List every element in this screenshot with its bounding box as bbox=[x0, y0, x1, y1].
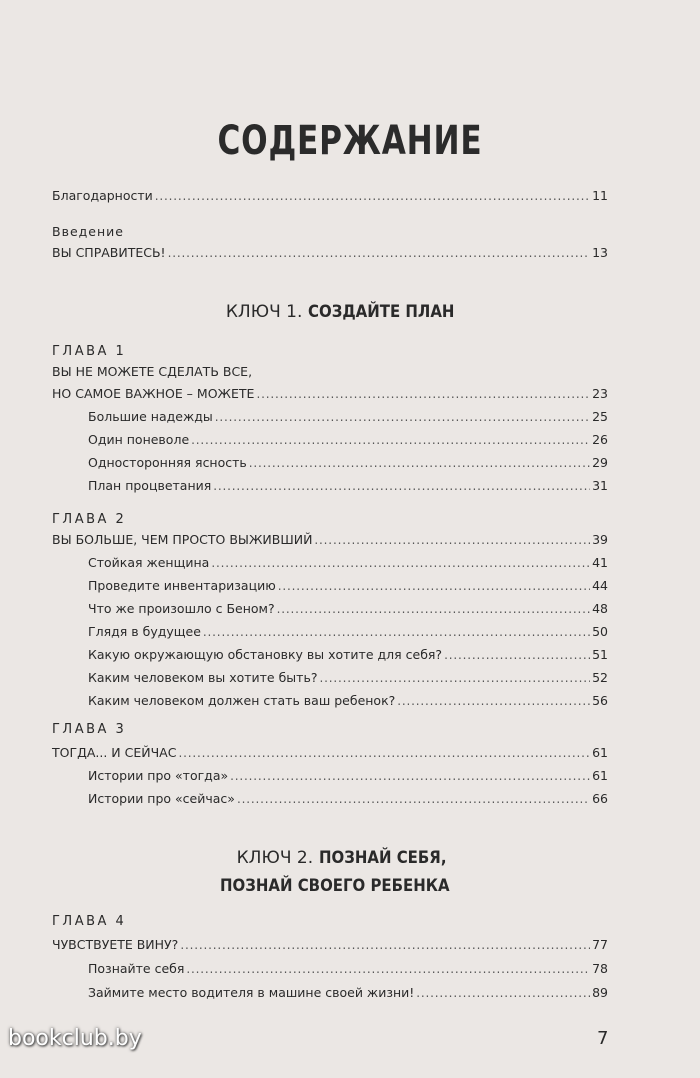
toc-entry-page: 44 bbox=[592, 578, 608, 593]
dot-leader bbox=[230, 768, 590, 784]
dot-leader bbox=[237, 791, 590, 807]
toc-entry-page: 52 bbox=[592, 670, 608, 685]
toc-entry-label: ВЫ БОЛЬШЕ, ЧЕМ ПРОСТО ВЫЖИВШИЙ bbox=[52, 532, 313, 547]
toc-subentry[interactable] bbox=[88, 478, 608, 494]
toc-entry-page: 25 bbox=[592, 409, 608, 424]
toc-entry-label: НО САМОЕ ВАЖНОЕ – МОЖЕТЕ bbox=[52, 386, 255, 401]
chapter-2-label: ГЛАВА 2 bbox=[52, 512, 127, 527]
toc-entry-chapter-3[interactable] bbox=[52, 745, 608, 761]
toc-entry-label: Односторонняя ясность bbox=[88, 455, 247, 470]
toc-subentry[interactable] bbox=[88, 455, 608, 471]
toc-entry-label: ЧУВСТВУЕТЕ ВИНУ? bbox=[52, 937, 179, 952]
toc-entry-page: 89 bbox=[592, 985, 608, 1000]
toc-entry-label: Что же произошло с Беном? bbox=[88, 601, 275, 616]
toc-subentry[interactable] bbox=[88, 985, 608, 1001]
toc-entry-page: 66 bbox=[592, 791, 608, 806]
toc-entry-page: 23 bbox=[592, 386, 608, 401]
dot-leader bbox=[186, 961, 590, 977]
key2-heading-line2 bbox=[0, 876, 700, 896]
toc-entry-page: 61 bbox=[592, 745, 608, 760]
dot-leader bbox=[444, 647, 590, 663]
key2-heading bbox=[0, 848, 700, 868]
toc-entry-label: Познайте себя bbox=[88, 961, 185, 976]
toc-subentry[interactable] bbox=[88, 555, 608, 571]
toc-entry-label: Стойкая женщина bbox=[88, 555, 210, 570]
toc-entry-label: Какую окружающую обстановку вы хотите для себя? bbox=[88, 647, 443, 662]
toc-entry-page: 29 bbox=[592, 455, 608, 470]
toc-subentry[interactable] bbox=[88, 432, 608, 448]
toc-entry-label: Благодарности bbox=[52, 188, 153, 203]
key1-heading bbox=[0, 302, 700, 322]
page-number: 7 bbox=[597, 1028, 609, 1049]
toc-subentry[interactable] bbox=[88, 624, 608, 640]
toc-entry-chapter-1[interactable] bbox=[52, 386, 608, 402]
dot-leader bbox=[178, 745, 590, 761]
dot-leader bbox=[155, 188, 590, 204]
dot-leader bbox=[277, 601, 590, 617]
toc-subentry[interactable] bbox=[88, 693, 608, 709]
page-title: СОДЕРЖАНИЕ bbox=[217, 118, 483, 164]
toc-entry-chapter-4[interactable] bbox=[52, 937, 608, 953]
toc-subentry[interactable] bbox=[88, 670, 608, 686]
dot-leader bbox=[180, 937, 590, 953]
dot-leader bbox=[191, 432, 590, 448]
toc-entry-label: План процветания bbox=[88, 478, 212, 493]
toc-entry-page: 50 bbox=[592, 624, 608, 639]
dot-leader bbox=[249, 455, 590, 471]
toc-entry-label: Большие надежды bbox=[88, 409, 213, 424]
dot-leader bbox=[397, 693, 590, 709]
watermark: bookclub.by bbox=[8, 1026, 142, 1051]
toc-entry-acknowledgements[interactable] bbox=[52, 188, 608, 204]
dot-leader bbox=[215, 409, 590, 425]
chapter-3-label: ГЛАВА 3 bbox=[52, 722, 127, 737]
chapter-1-title-line1: ВЫ НЕ МОЖЕТЕ СДЕЛАТЬ ВСЕ, bbox=[52, 364, 253, 379]
toc-entry-page: 56 bbox=[592, 693, 608, 708]
dot-leader bbox=[168, 245, 591, 261]
dot-leader bbox=[213, 478, 590, 494]
toc-subentry[interactable] bbox=[88, 647, 608, 663]
toc-entry-label: ТОГДА... И СЕЙЧАС bbox=[52, 745, 177, 760]
key2-prefix: КЛЮЧ 2. bbox=[236, 848, 314, 868]
chapter-1-label: ГЛАВА 1 bbox=[52, 344, 127, 359]
dot-leader bbox=[278, 578, 590, 594]
toc-subentry[interactable] bbox=[88, 791, 608, 807]
toc-entry-chapter-2[interactable] bbox=[52, 532, 608, 548]
toc-entry-page: 11 bbox=[592, 188, 608, 203]
toc-entry-page: 41 bbox=[592, 555, 608, 570]
dot-leader bbox=[319, 670, 590, 686]
toc-entry-page: 39 bbox=[592, 532, 608, 547]
toc-entry-page: 78 bbox=[592, 961, 608, 976]
toc-entry-page: 48 bbox=[592, 601, 608, 616]
intro-label: Введение bbox=[52, 224, 124, 239]
toc-entry-label: Один поневоле bbox=[88, 432, 190, 447]
toc-entry-page: 26 bbox=[592, 432, 608, 447]
toc-entry-label: Истории про «сейчас» bbox=[88, 791, 235, 806]
dot-leader bbox=[211, 555, 590, 571]
key2-title-line1: ПОЗНАЙ СЕБЯ, bbox=[318, 848, 447, 868]
dot-leader bbox=[203, 624, 590, 640]
toc-entry-page: 13 bbox=[592, 245, 608, 260]
toc-entry-label: ВЫ СПРАВИТЕСЬ! bbox=[52, 245, 166, 260]
dot-leader bbox=[256, 386, 590, 402]
toc-entry-label: Глядя в будущее bbox=[88, 624, 201, 639]
key1-prefix: КЛЮЧ 1. bbox=[225, 302, 303, 322]
toc-entry-label: Каким человеком должен стать ваш ребенок? bbox=[88, 693, 396, 708]
toc-entry-label: Проведите инвентаризацию bbox=[88, 578, 276, 593]
toc-entry-label: Займите место водителя в машине своей жизни! bbox=[88, 985, 415, 1000]
toc-entry-intro[interactable] bbox=[52, 245, 608, 261]
toc-subentry[interactable] bbox=[88, 601, 608, 617]
toc-entry-label: Истории про «тогда» bbox=[88, 768, 229, 783]
dot-leader bbox=[416, 985, 590, 1001]
toc-entry-page: 61 bbox=[592, 768, 608, 783]
toc-entry-label: Каким человеком вы хотите быть? bbox=[88, 670, 318, 685]
toc-entry-page: 51 bbox=[592, 647, 608, 662]
toc-subentry[interactable] bbox=[88, 409, 608, 425]
chapter-4-label: ГЛАВА 4 bbox=[52, 914, 127, 929]
dot-leader bbox=[314, 532, 590, 548]
toc-entry-page: 31 bbox=[592, 478, 608, 493]
key2-title-line2: ПОЗНАЙ СВОЕГО РЕБЕНКА bbox=[219, 876, 450, 896]
toc-subentry[interactable] bbox=[88, 961, 608, 977]
toc-subentry[interactable] bbox=[88, 768, 608, 784]
toc-entry-page: 77 bbox=[592, 937, 608, 952]
key1-title: СОЗДАЙТЕ ПЛАН bbox=[307, 302, 455, 322]
toc-subentry[interactable] bbox=[88, 578, 608, 594]
